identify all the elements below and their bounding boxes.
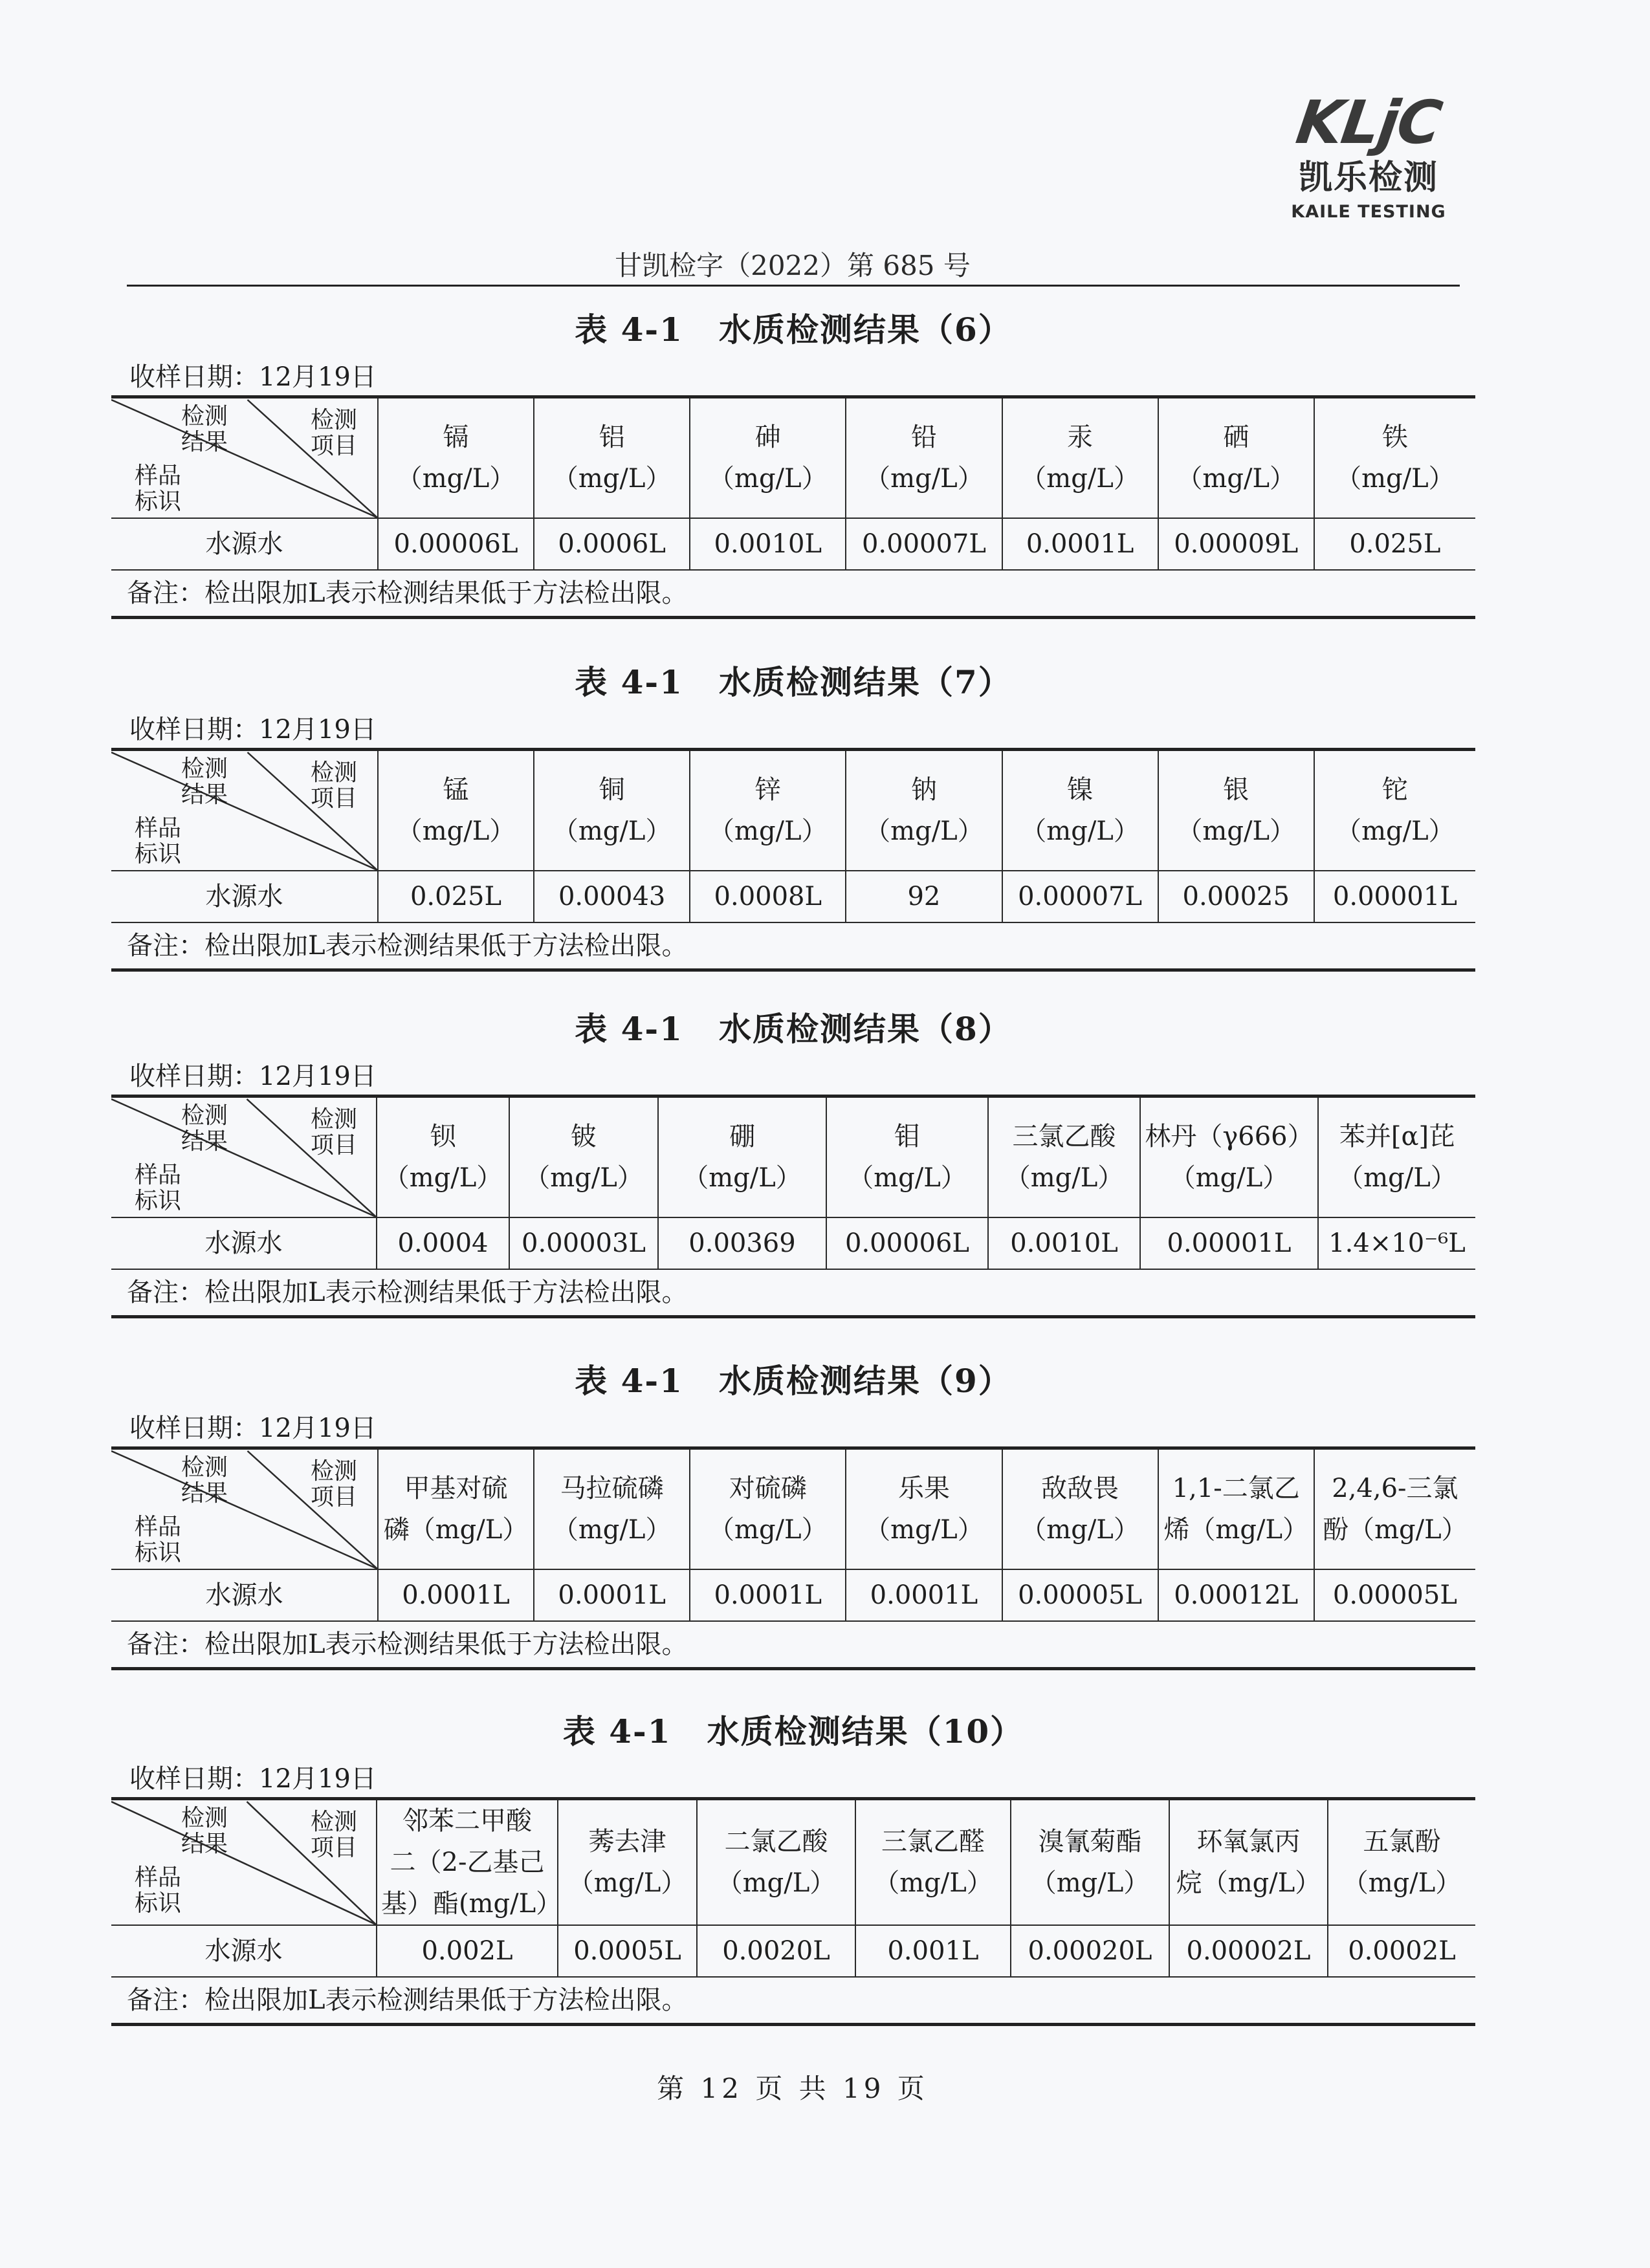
column-header: 钠 （mg/L） <box>846 750 1002 871</box>
result-value: 0.00007L <box>846 518 1002 570</box>
table-number: 表 4-1 <box>575 1362 683 1400</box>
column-header: 莠去津 （mg/L） <box>558 1799 697 1926</box>
table-row <box>111 1569 1475 1621</box>
table-note: 备注：检出限加L表示检测结果低于方法检出限。 <box>111 1269 1475 1317</box>
logo-english-name: KAILE TESTING <box>1291 202 1446 222</box>
result-section <box>111 653 1475 972</box>
diag-sample-label: 样品 标识 <box>135 1864 182 1917</box>
result-value: 0.0001L <box>846 1569 1002 1621</box>
table-row <box>111 518 1475 570</box>
result-value: 0.001L <box>855 1925 1011 1977</box>
note-row <box>111 1977 1475 2025</box>
logo-mark: KLjC <box>1292 88 1446 157</box>
column-header: 铍 （mg/L） <box>509 1096 658 1218</box>
note-row <box>111 1269 1475 1317</box>
column-header: 硼 （mg/L） <box>658 1096 826 1218</box>
note-row <box>111 570 1475 618</box>
table-number: 表 4-1 <box>562 1712 672 1750</box>
result-value: 0.0010L <box>690 518 846 570</box>
result-value: 0.00043 <box>534 871 690 922</box>
result-value: 0.00006L <box>378 518 534 570</box>
table-caption: 水质检测结果（10） <box>707 1712 1024 1750</box>
column-header: 敌敌畏 （mg/L） <box>1002 1448 1158 1570</box>
diag-item-label: 检测 项目 <box>311 407 358 459</box>
column-header: 马拉硫磷 （mg/L） <box>534 1448 690 1570</box>
column-header: 三氯乙醛 （mg/L） <box>855 1799 1011 1926</box>
diag-result-label: 检测 结果 <box>181 1102 228 1155</box>
column-header: 铅 （mg/L） <box>846 397 1002 519</box>
column-header: 铁 （mg/L） <box>1314 397 1475 519</box>
results-table <box>111 1446 1475 1670</box>
header-rule <box>127 285 1460 287</box>
table-number: 表 4-1 <box>575 311 683 349</box>
column-header: 1,1-二氯乙 烯（mg/L） <box>1158 1448 1314 1570</box>
table-title <box>111 653 1475 712</box>
sample-id-cell: 水源水 <box>111 871 378 922</box>
results-table <box>111 395 1475 619</box>
table-caption: 水质检测结果（7） <box>718 663 1012 701</box>
table-title <box>111 1703 1475 1761</box>
result-value: 0.00369 <box>658 1217 826 1269</box>
result-value: 0.00025 <box>1158 871 1314 922</box>
result-section <box>111 1000 1475 1318</box>
results-table <box>111 748 1475 972</box>
column-header: 乐果 （mg/L） <box>846 1448 1002 1570</box>
header-row <box>111 750 1475 871</box>
column-header: 镍 （mg/L） <box>1002 750 1158 871</box>
table-note: 备注：检出限加L表示检测结果低于方法检出限。 <box>111 922 1475 970</box>
column-header: 钼 （mg/L） <box>826 1096 988 1218</box>
table-title <box>111 1000 1475 1058</box>
sample-date: 收样日期：12月19日 <box>129 1413 377 1443</box>
header-row <box>111 1799 1475 1926</box>
sample-id-cell: 水源水 <box>111 1217 377 1269</box>
sample-id-cell: 水源水 <box>111 1569 378 1621</box>
column-header: 镉 （mg/L） <box>378 397 534 519</box>
diag-result-label: 检测 结果 <box>181 1454 228 1507</box>
results-table <box>111 1797 1475 2026</box>
result-value: 0.0005L <box>558 1925 697 1977</box>
result-section <box>111 1352 1475 1670</box>
diag-item-label: 检测 项目 <box>311 759 358 812</box>
result-value: 0.00001L <box>1140 1217 1318 1269</box>
note-row <box>111 1621 1475 1669</box>
table-number: 表 4-1 <box>575 1010 683 1048</box>
column-header: 钡 （mg/L） <box>377 1096 509 1218</box>
diag-item-label: 检测 项目 <box>311 1458 358 1510</box>
result-value: 0.00005L <box>1002 1569 1158 1621</box>
result-section <box>111 1703 1475 2026</box>
result-value: 0.0006L <box>534 518 690 570</box>
result-value: 0.0004 <box>377 1217 509 1269</box>
result-value: 0.0001L <box>1002 518 1158 570</box>
table-note: 备注：检出限加L表示检测结果低于方法检出限。 <box>111 1977 1475 2025</box>
column-header: 苯并[α]芘 （mg/L） <box>1318 1096 1475 1218</box>
table-caption: 水质检测结果（8） <box>718 1010 1012 1048</box>
diag-sample-label: 样品 标识 <box>135 815 182 867</box>
logo-chinese-name: 凯乐检测 <box>1298 158 1438 197</box>
header-row <box>111 397 1475 519</box>
table-row <box>111 871 1475 922</box>
column-header: 二氯乙酸 （mg/L） <box>697 1799 855 1926</box>
column-header: 三氯乙酸 （mg/L） <box>988 1096 1140 1218</box>
result-value: 0.00006L <box>826 1217 988 1269</box>
diag-result-label: 检测 结果 <box>181 756 228 808</box>
table-row <box>111 1925 1475 1977</box>
result-value: 0.00007L <box>1002 871 1158 922</box>
diag-result-label: 检测 结果 <box>181 403 228 455</box>
note-row <box>111 922 1475 970</box>
sample-date: 收样日期：12月19日 <box>129 362 377 392</box>
result-value: 0.0001L <box>378 1569 534 1621</box>
column-header: 溴氰菊酯 （mg/L） <box>1011 1799 1169 1926</box>
column-header: 锰 （mg/L） <box>378 750 534 871</box>
diagonal-header-cell <box>111 1096 377 1218</box>
diag-item-label: 检测 项目 <box>311 1106 358 1159</box>
table-number: 表 4-1 <box>575 663 683 701</box>
result-value: 0.025L <box>378 871 534 922</box>
result-value: 0.002L <box>377 1925 558 1977</box>
result-value: 0.025L <box>1314 518 1475 570</box>
column-header: 甲基对硫 磷（mg/L） <box>378 1448 534 1570</box>
result-value: 0.00003L <box>509 1217 658 1269</box>
diagonal-header-cell <box>111 1448 378 1570</box>
diag-item-label: 检测 项目 <box>311 1809 358 1861</box>
result-value: 0.0010L <box>988 1217 1140 1269</box>
table-title <box>111 1352 1475 1410</box>
result-value: 0.0001L <box>690 1569 846 1621</box>
sample-date: 收样日期：12月19日 <box>129 715 377 745</box>
column-header: 铝 （mg/L） <box>534 397 690 519</box>
result-value: 0.00020L <box>1011 1925 1169 1977</box>
column-header: 对硫磷 （mg/L） <box>690 1448 846 1570</box>
table-caption: 水质检测结果（6） <box>718 311 1012 349</box>
sample-date: 收样日期：12月19日 <box>129 1062 377 1091</box>
result-value: 0.00005L <box>1314 1569 1475 1621</box>
result-value: 1.4×10⁻⁶L <box>1318 1217 1475 1269</box>
result-value: 0.0008L <box>690 871 846 922</box>
result-section <box>111 301 1475 619</box>
column-header: 林丹（γ666） （mg/L） <box>1140 1096 1318 1218</box>
column-header: 银 （mg/L） <box>1158 750 1314 871</box>
column-header: 铊 （mg/L） <box>1314 750 1475 871</box>
table-row <box>111 1217 1475 1269</box>
diag-sample-label: 样品 标识 <box>135 1514 182 1566</box>
result-value: 0.0001L <box>534 1569 690 1621</box>
column-header: 锌 （mg/L） <box>690 750 846 871</box>
diag-sample-label: 样品 标识 <box>135 463 182 515</box>
result-value: 92 <box>846 871 1002 922</box>
report-number: 甘凯检字（2022）第 685 号 <box>615 250 971 281</box>
result-value: 0.00009L <box>1158 518 1314 570</box>
company-logo <box>1278 88 1459 224</box>
header-row <box>111 1096 1475 1218</box>
column-header: 硒 （mg/L） <box>1158 397 1314 519</box>
diag-result-label: 检测 结果 <box>181 1805 228 1857</box>
sample-date: 收样日期：12月19日 <box>129 1764 377 1794</box>
column-header: 邻苯二甲酸 二（2-乙基己 基）酯(mg/L） <box>377 1799 558 1926</box>
table-caption: 水质检测结果（9） <box>718 1362 1012 1400</box>
result-value: 0.00001L <box>1314 871 1475 922</box>
table-title <box>111 301 1475 359</box>
result-value: 0.00012L <box>1158 1569 1314 1621</box>
column-header: 五氯酚 （mg/L） <box>1328 1799 1475 1926</box>
table-note: 备注：检出限加L表示检测结果低于方法检出限。 <box>111 1621 1475 1669</box>
sample-id-cell: 水源水 <box>111 1925 377 1977</box>
sample-id-cell: 水源水 <box>111 518 378 570</box>
column-header: 2,4,6-三氯 酚（mg/L） <box>1314 1448 1475 1570</box>
page-number: 第 12 页 共 19 页 <box>657 2073 929 2104</box>
result-value: 0.0002L <box>1328 1925 1475 1977</box>
result-value: 0.00002L <box>1169 1925 1328 1977</box>
column-header: 砷 （mg/L） <box>690 397 846 519</box>
results-table <box>111 1095 1475 1318</box>
column-header: 铜 （mg/L） <box>534 750 690 871</box>
column-header: 汞 （mg/L） <box>1002 397 1158 519</box>
diagonal-header-cell <box>111 750 378 871</box>
diag-sample-label: 样品 标识 <box>135 1162 182 1214</box>
result-value: 0.0020L <box>697 1925 855 1977</box>
diagonal-header-cell <box>111 1799 377 1926</box>
column-header: 环氧氯丙 烷（mg/L） <box>1169 1799 1328 1926</box>
header-row <box>111 1448 1475 1570</box>
diagonal-header-cell <box>111 397 378 519</box>
table-note: 备注：检出限加L表示检测结果低于方法检出限。 <box>111 570 1475 618</box>
